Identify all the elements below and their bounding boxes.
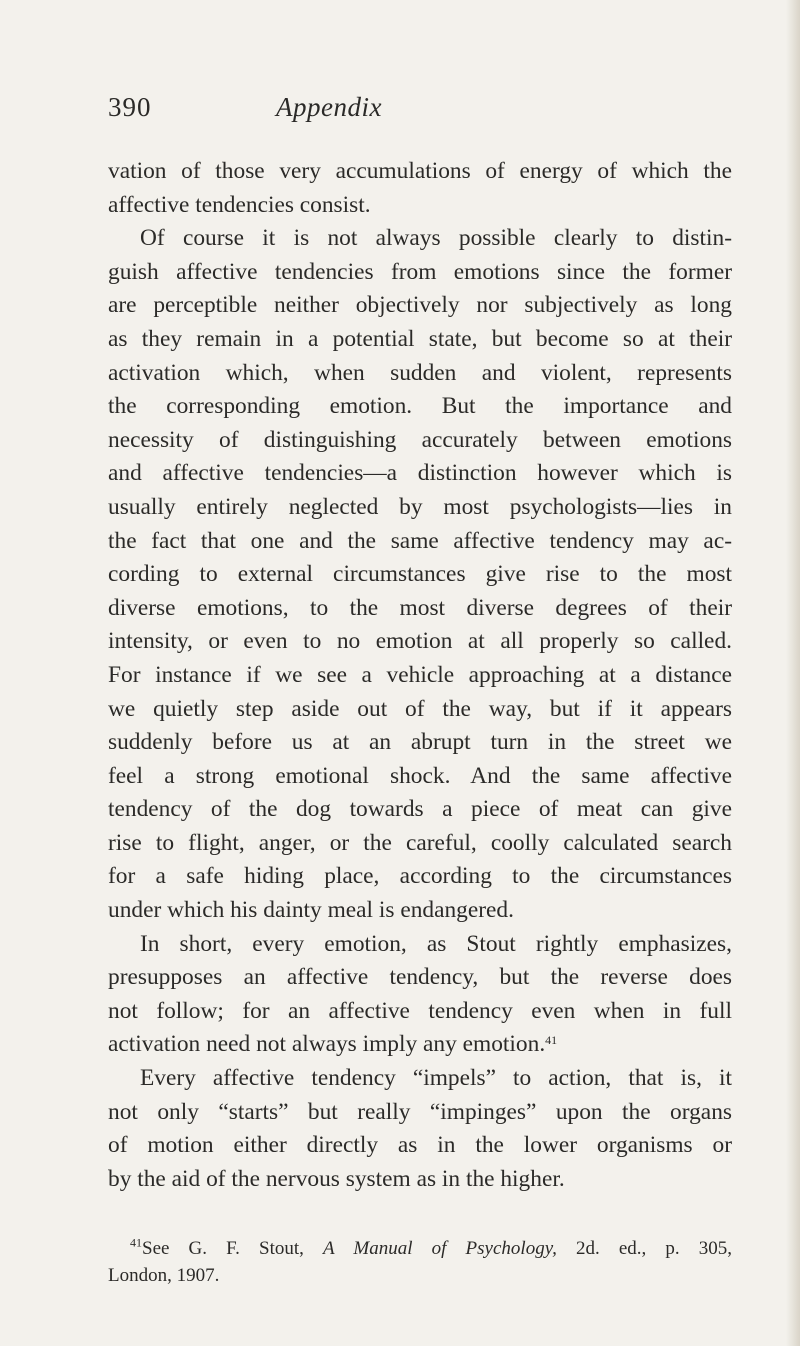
text-line [108, 1129, 732, 1163]
text-line-content: Of course it is not always possible clearly to distin- [140, 225, 732, 252]
text-line [108, 525, 732, 559]
footnote-suffix: 2d. ed., p. 305, [556, 1238, 732, 1259]
text-line-content: cording to external circumstances give rise to the most [108, 561, 732, 588]
text-line-content: and affective tendencies—a distinction however which is [108, 460, 732, 487]
text-line-content: intensity, or even to no emotion at all properly so called. [108, 628, 732, 655]
text-line [108, 390, 732, 424]
text-line [108, 323, 732, 357]
text-line-content: not only “starts” but really “impinges” upon the organs [108, 1098, 732, 1125]
footnote-prefix: See G. F. Stout, [142, 1238, 324, 1259]
text-line-content: are perceptible neither objectively nor subjectively as long [108, 292, 732, 319]
text-line [108, 827, 732, 861]
text-line [108, 928, 732, 962]
text-line [108, 491, 732, 525]
text-line [108, 289, 732, 323]
text-line-content: the fact that one and the same affective tendency may ac- [108, 527, 732, 554]
text-line-content: not follow; for an affective tendency even when in full [108, 997, 732, 1024]
footnote-title: A Manual of Psychology, [323, 1238, 557, 1259]
text-line [108, 1028, 732, 1062]
text-line [108, 189, 732, 223]
text-line-content: by the aid of the nervous system as in the higher. [108, 1165, 565, 1192]
text-line [108, 693, 732, 727]
text-line-content: affective tendencies consist. [108, 191, 371, 218]
text-line [108, 457, 732, 491]
text-line [108, 1096, 732, 1130]
text-line-content: vation of those very accumulations of energy of which the [108, 158, 732, 184]
text-line [108, 659, 732, 693]
text-line-content: usually entirely neglected by most psychologists—lies in [108, 493, 732, 520]
text-line-content: suddenly before us at an abrupt turn in the street we [108, 729, 732, 756]
text-line [108, 256, 732, 290]
text-line-content: of motion either directly as in the lower organisms or [108, 1132, 732, 1159]
text-line [108, 760, 732, 794]
text-line-content: For instance if we see a vehicle approaching at a distance [108, 661, 732, 688]
text-line-content: we quietly step aside out of the way, but if it appears [108, 695, 732, 722]
text-line [108, 1062, 732, 1096]
text-line-content: presupposes an affective tendency, but the reverse does [108, 964, 732, 991]
body-text [108, 155, 732, 1196]
text-line-content: tendency of the dog towards a piece of meat can give [108, 796, 732, 823]
text-line-content: the corresponding emotion. But the importance and [108, 393, 732, 420]
text-line [108, 793, 732, 827]
text-line [108, 995, 732, 1029]
text-line [108, 424, 732, 458]
text-line [108, 961, 732, 995]
text-line [108, 726, 732, 760]
footnote [108, 1235, 732, 1289]
text-line [108, 357, 732, 391]
page-edge-shadow [786, 0, 800, 1346]
text-line [108, 894, 732, 928]
text-line-content: feel a strong emotional shock. And the same affective [108, 762, 732, 789]
text-line-content: for a safe hiding place, according to the circumstances [108, 863, 732, 890]
text-line [108, 222, 732, 256]
footnote-line-2: London, 1907. [108, 1265, 220, 1286]
text-line [108, 860, 732, 894]
text-line-content: as they remain in a potential state, but become so at their [108, 325, 732, 352]
text-line [108, 558, 732, 592]
text-line-content: Every affective tendency “impels” to action, that is, it [140, 1065, 732, 1092]
text-line-content: under which his dainty meal is endangered. [108, 897, 514, 924]
text-line [108, 155, 732, 189]
page-header [108, 92, 728, 132]
text-line-content: rise to flight, anger, or the careful, coolly calculated search [108, 829, 732, 856]
text-line-content: necessity of distinguishing accurately between emotions [108, 426, 732, 453]
page-number: 390 [108, 92, 152, 122]
running-head: Appendix [276, 92, 382, 122]
text-line [108, 592, 732, 626]
text-line-content: activation which, when sudden and violent, represents [108, 359, 732, 386]
text-line-content: activation need not always imply any emotion. [108, 1031, 546, 1058]
footnote-marker: 41 [130, 1235, 142, 1250]
text-line-content: guish affective tendencies from emotions since the former [108, 258, 732, 285]
text-line [108, 1163, 732, 1197]
footnote-reference: 41 [545, 1033, 558, 1048]
text-line [108, 625, 732, 659]
text-line-content: diverse emotions, to the most diverse degrees of their [108, 594, 732, 621]
text-line-content: In short, every emotion, as Stout rightly emphasizes, [140, 930, 732, 957]
footnote-line [108, 1235, 732, 1262]
